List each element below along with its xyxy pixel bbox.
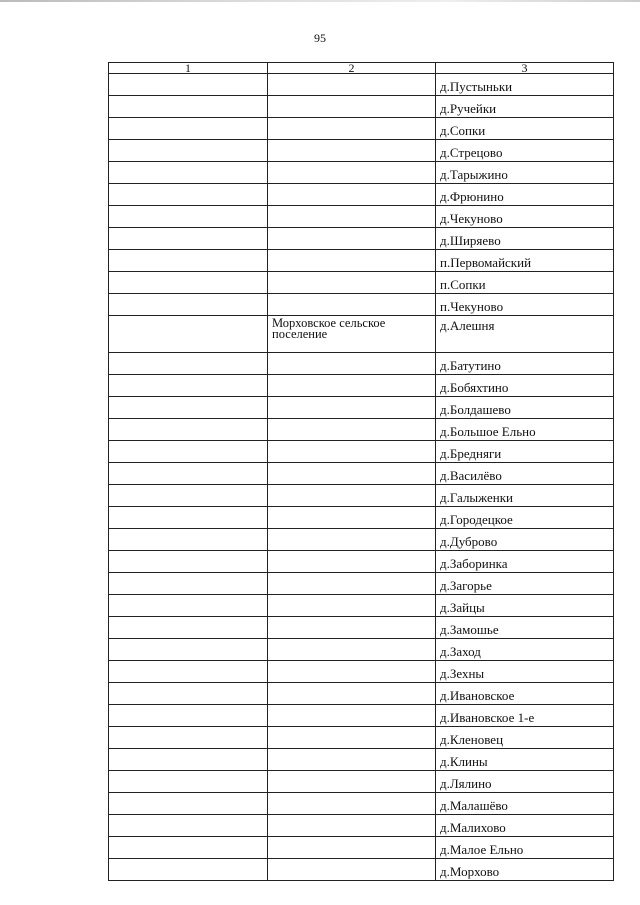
table-row [109,463,614,485]
table-row [109,250,614,272]
col2-cell [268,683,436,705]
col1-cell [109,184,268,206]
col1-cell [109,617,268,639]
col1-cell [109,661,268,683]
settlement-name-cell: д.Болдашево [436,397,614,419]
settlement-name-cell: п.Сопки [436,272,614,294]
settlement-name-cell: д.Малашёво [436,793,614,815]
table-row [109,661,614,683]
col1-cell [109,419,268,441]
table-row [109,573,614,595]
table-row [109,206,614,228]
table-row [109,815,614,837]
col1-cell [109,793,268,815]
col2-cell [268,419,436,441]
col1-cell [109,529,268,551]
settlement-name-cell: д.Ширяево [436,228,614,250]
settlement-name-cell: д.Заход [436,639,614,661]
col2-cell [268,228,436,250]
col1-cell [109,74,268,96]
col2-cell [268,705,436,727]
table-row [109,96,614,118]
col1-cell [109,815,268,837]
col1-cell [109,639,268,661]
table-body [109,74,614,881]
settlement-name-cell: д.Дуброво [436,529,614,551]
column-header-3: 3 [436,63,614,74]
settlement-name-cell: д.Клины [436,749,614,771]
settlement-name-cell: д.Зайцы [436,595,614,617]
col2-cell: Морховское сельское поселение [268,316,436,353]
col2-cell [268,529,436,551]
settlement-name-cell: д.Большое Ельно [436,419,614,441]
col2-cell [268,595,436,617]
settlement-name-cell: п.Чекуново [436,294,614,316]
col2-cell [268,441,436,463]
col2-cell [268,793,436,815]
settlement-name-cell: д.Городецкое [436,507,614,529]
settlement-name-cell: д.Чекуново [436,206,614,228]
table-row [109,316,614,353]
col1-cell [109,551,268,573]
table-header-row [109,63,614,74]
col1-cell [109,507,268,529]
col2-cell [268,375,436,397]
table-row [109,859,614,881]
col2-cell [268,184,436,206]
col2-cell [268,250,436,272]
col2-cell [268,118,436,140]
settlement-name-cell: д.Зехны [436,661,614,683]
column-header-2: 2 [268,63,436,74]
table-row [109,375,614,397]
settlement-name-cell: д.Галыженки [436,485,614,507]
col2-cell [268,661,436,683]
col2-cell [268,140,436,162]
col1-cell [109,485,268,507]
col1-cell [109,727,268,749]
col1-cell [109,96,268,118]
col2-cell [268,639,436,661]
scan-edge [0,0,640,2]
settlement-name-cell: д.Сопки [436,118,614,140]
settlement-name-cell: д.Малое Ельно [436,837,614,859]
col2-cell [268,294,436,316]
settlement-name-cell: д.Алешня [436,316,614,353]
col1-cell [109,118,268,140]
col1-cell [109,441,268,463]
col1-cell [109,206,268,228]
col2-cell [268,551,436,573]
table-row [109,793,614,815]
page-number: 95 [314,31,326,45]
col2-cell [268,397,436,419]
settlement-name-cell: д.Загорье [436,573,614,595]
settlement-name-cell: д.Заборинка [436,551,614,573]
col2-cell [268,771,436,793]
col2-cell [268,507,436,529]
col2-cell [268,74,436,96]
settlement-name-cell: д.Бредняги [436,441,614,463]
col2-cell [268,815,436,837]
settlement-name-cell: д.Стрецово [436,140,614,162]
table-row [109,529,614,551]
settlement-name-cell: д.Ивановское 1-е [436,705,614,727]
table-row [109,837,614,859]
table-row [109,683,614,705]
table-row [109,272,614,294]
settlements-table [108,62,614,881]
col1-cell [109,228,268,250]
table-row [109,118,614,140]
table-row [109,705,614,727]
col2-cell [268,573,436,595]
col1-cell [109,705,268,727]
col2-cell [268,485,436,507]
settlement-name-cell: д.Морхово [436,859,614,881]
col2-cell [268,272,436,294]
col1-cell [109,573,268,595]
col2-cell [268,353,436,375]
col1-cell [109,595,268,617]
col1-cell [109,162,268,184]
settlement-name-cell: д.Ручейки [436,96,614,118]
table-row [109,551,614,573]
table-row [109,294,614,316]
settlement-name-cell: д.Замошье [436,617,614,639]
table-row [109,162,614,184]
settlement-name-cell: д.Тарыжино [436,162,614,184]
col1-cell [109,837,268,859]
settlement-name-cell: д.Малихово [436,815,614,837]
col2-cell [268,463,436,485]
table-row [109,228,614,250]
settlement-name-cell: д.Батутино [436,353,614,375]
table-row [109,184,614,206]
table-row [109,727,614,749]
col2-cell [268,96,436,118]
table-row [109,749,614,771]
col1-cell [109,294,268,316]
col1-cell [109,749,268,771]
table-row [109,419,614,441]
col1-cell [109,771,268,793]
col2-cell [268,749,436,771]
table-row [109,507,614,529]
col1-cell [109,683,268,705]
settlement-name-cell: д.Василёво [436,463,614,485]
col1-cell [109,375,268,397]
col1-cell [109,353,268,375]
col2-cell [268,727,436,749]
table-row [109,639,614,661]
table-row [109,595,614,617]
table-row [109,441,614,463]
settlement-name-cell: д.Кленовец [436,727,614,749]
col1-cell [109,250,268,272]
col1-cell [109,140,268,162]
col1-cell [109,397,268,419]
settlement-name-cell: д.Лялино [436,771,614,793]
settlement-name-cell: д.Пустыньки [436,74,614,96]
table-row [109,74,614,96]
col2-cell [268,162,436,184]
table-row [109,140,614,162]
col2-cell [268,859,436,881]
table-row [109,353,614,375]
col1-cell [109,272,268,294]
col1-cell [109,859,268,881]
col2-cell [268,617,436,639]
settlement-name-cell: д.Фрюнино [436,184,614,206]
settlement-name-cell: д.Бобяхтино [436,375,614,397]
table-row [109,485,614,507]
col1-cell [109,463,268,485]
settlement-name-cell: д.Ивановское [436,683,614,705]
column-header-1: 1 [109,63,268,74]
col2-cell [268,837,436,859]
col2-cell [268,206,436,228]
table-row [109,617,614,639]
table-row [109,397,614,419]
col1-cell [109,316,268,353]
table-row [109,771,614,793]
settlement-name-cell: п.Первомайский [436,250,614,272]
